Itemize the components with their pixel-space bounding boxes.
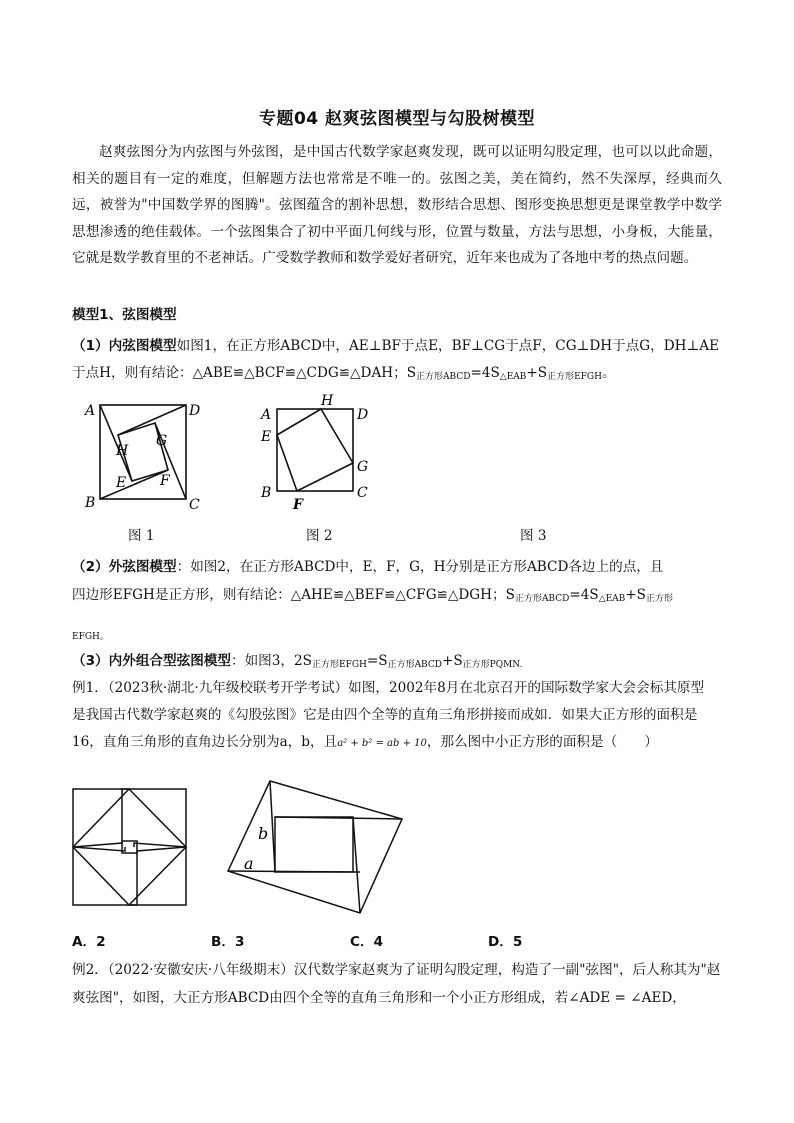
- intro-paragraph: 赵爽弦图分为内弦图与外弦图，是中国古代数学家赵爽发现，既可以证明勾股定理，也可以以此命题，相关的题目有一定的难度，但解题方法也常常是不唯一的。弦图之美，美在简约，然不失深厚，经典而久远，被誉为"中国数学界的图腾"。弦图蕴含的割补思想，数形结合思想、图形变换思想更是课堂教学中数学思想渗透的绝佳载体。一个弦图集合了初中平面几何线与形，位置与数量，方法与思想，小身板，大能量，它就是数学教育里的不老神话。广受数学教师和数学爱好者研究，近年来也成为了各地中考的热点问题。: [72, 144, 722, 266]
- fig1-label-d: D: [189, 403, 201, 419]
- choice-d[interactable]: D．5: [488, 934, 523, 950]
- model1-item3-line: （3）内外组合型弦图模型：如图3，$2S_{正方形EFGH}=S_{正方形ABCD}+S_{正方形PQMN.}$: [72, 653, 523, 670]
- figure-1-inner-chord: [80, 395, 210, 515]
- fig1-label-e: E: [116, 475, 127, 491]
- model1-item2-line2: 四边形EFGH是正方形，则有结论：△AHE≌△BEF≌△CFG≌△DGH；$S_{正方形ABCD}=4S_{\triangle EAB}+S_{正方形}$: [72, 587, 674, 604]
- fig2-label-c: C: [357, 485, 368, 501]
- fig1-label-b: B: [85, 495, 96, 511]
- fig1-label-g: G: [156, 433, 168, 449]
- fig1-label-h: H: [116, 443, 129, 459]
- item1-label: （1）内弦图模型: [72, 338, 177, 354]
- item1-text: 如图1，在正方形ABCD中，AE⊥BF于点E，BF⊥CG于点F，CG⊥DH于点G，DH⊥AE: [176, 338, 720, 354]
- example1-label-a: a: [244, 854, 254, 873]
- fig2-label-b: B: [261, 485, 272, 501]
- caption-figure-2: 图 2: [306, 528, 333, 544]
- example1-label-b: b: [258, 824, 269, 843]
- fig2-label-e: E: [261, 429, 272, 445]
- fig2-label-a: A: [261, 407, 272, 423]
- example2-line1: 例2．（2022·安徽安庆·八年级期末）汉代数学家赵爽为了证明勾股定理，构造了一副"弦图"，后人称其为"赵: [72, 962, 721, 978]
- example1-figure-square: [70, 785, 190, 910]
- fig1-label-c: C: [189, 497, 200, 513]
- example1-figure-rotated: [222, 777, 407, 922]
- fig1-label-f: F: [160, 473, 170, 489]
- fig2-label-f: F: [293, 497, 303, 513]
- fig1-label-a: A: [85, 403, 96, 419]
- fig2-label-d: D: [357, 407, 369, 423]
- fig2-label-g: G: [357, 459, 369, 475]
- choice-b[interactable]: B．3: [211, 934, 245, 950]
- example1-line2: 是我国古代数学家赵爽的《勾股弦图》它是由四个全等的直角三角形拼接而成如．如果大正方形的面积是: [72, 707, 698, 723]
- choice-c[interactable]: C．4: [350, 934, 384, 950]
- model1-item2-line3: EFGH。: [72, 632, 109, 642]
- example1-line3: 16，直角三角形的直角边长分别为a，b，且a² + b² = ab + 10，那么图中小正方形的面积是（ ）: [72, 734, 658, 750]
- page-title: 专题04 赵爽弦图模型与勾股树模型: [258, 109, 536, 129]
- caption-figure-3: 图 3: [520, 528, 547, 544]
- caption-figure-1: 图 1: [128, 528, 155, 544]
- fig2-label-h: H: [321, 393, 334, 409]
- model1-item1-line2: 于点H，则有结论：△ABE≌△BCF≌△CDG≌△DAH；$S_{正方形ABCD}=4S_{\triangle EAB}+S_{正方形EFGH}$。: [72, 365, 616, 382]
- figure-2-outer-chord: [255, 393, 385, 518]
- example2-line2: 爽弦图"，如图，大正方形ABCD由四个全等的直角三角形和一个小正方形组成，若∠ADE = ∠AED，: [72, 990, 686, 1006]
- model1-item1-line1: [72, 336, 722, 356]
- choice-a[interactable]: A．2: [72, 934, 106, 950]
- example1-line1: 例1．（2023秋·湖北·九年级校联考开学考试）如图，2002年8月在北京召开的国际数学家大会会标其原型: [72, 680, 705, 696]
- model1-item2-line1: （2）外弦图模型：如图2，在正方形ABCD中，E，F，G，H分别是正方形ABCD各边上的点，且: [72, 559, 664, 575]
- model1-heading: 模型1、弦图模型: [72, 307, 177, 323]
